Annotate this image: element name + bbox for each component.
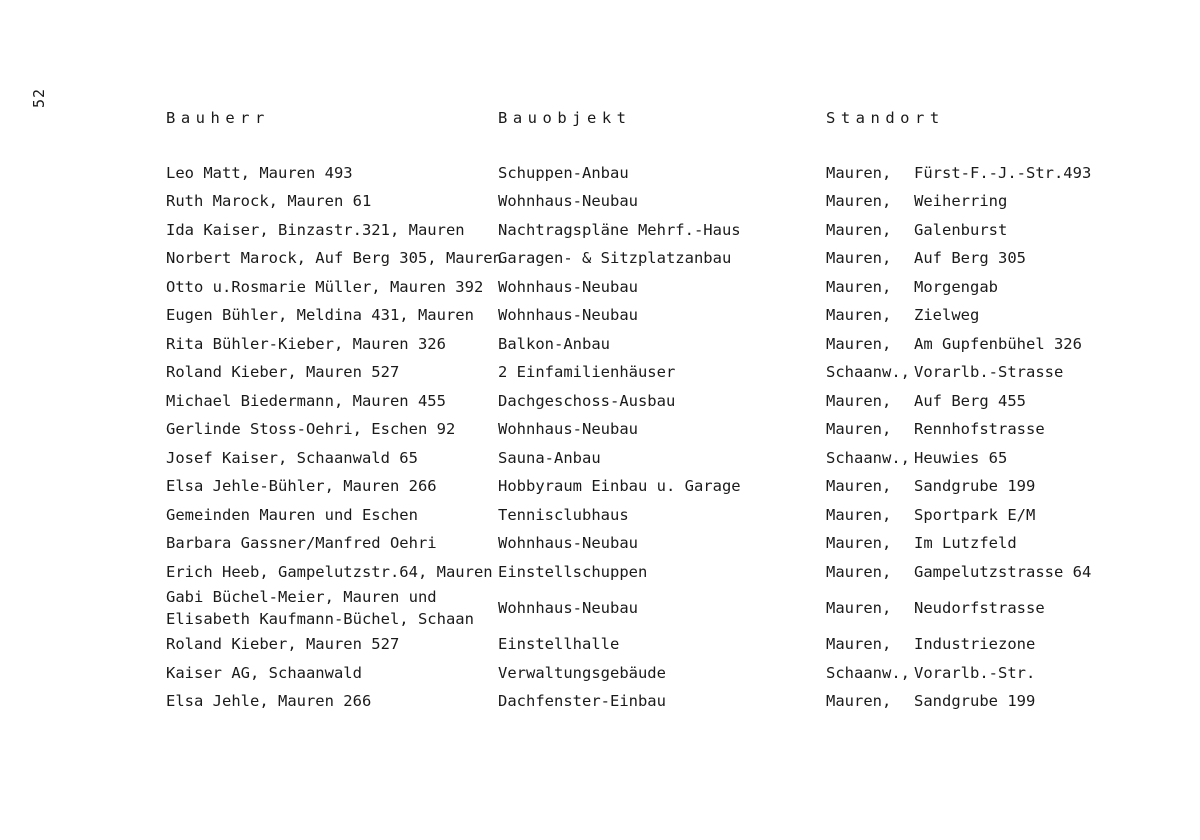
- cell-standort-street: Sandgrube 199: [914, 692, 1036, 710]
- cell-bauobjekt: Dachgeschoss-Ausbau: [498, 391, 676, 410]
- cell-bauherr: Roland Kieber, Mauren 527: [166, 635, 400, 653]
- cell-standort-town: Schaanw.,: [826, 663, 910, 682]
- table-header-row: [166, 104, 1126, 133]
- page-number: 52: [30, 87, 48, 108]
- cell-standort-street: Gampelutzstrasse 64: [914, 562, 1092, 581]
- building-permits-table: [166, 104, 1126, 716]
- cell-standort-town: Mauren,: [826, 220, 892, 239]
- table-row: [166, 216, 1126, 245]
- table-row: [166, 415, 1126, 444]
- cell-standort-street: Galenburst: [914, 220, 1008, 239]
- cell-standort-street: Zielweg: [914, 306, 980, 324]
- cell-standort: [826, 687, 1126, 716]
- cell-standort: [826, 273, 1126, 302]
- cell-bauherr-stack: [166, 586, 498, 630]
- cell-bauherr: Ida Kaiser, Binzastr.321, Mauren: [166, 220, 465, 239]
- cell-standort-street: Heuwies 65: [914, 448, 1008, 467]
- cell-standort-town: Mauren,: [826, 534, 892, 552]
- cell-bauobjekt: Schuppen-Anbau: [498, 163, 629, 182]
- cell-bauobjekt: Hobbyraum Einbau u. Garage: [498, 477, 741, 495]
- cell-standort-town: Mauren,: [826, 306, 892, 324]
- cell-bauherr: Elsa Jehle, Mauren 266: [166, 692, 372, 710]
- cell-standort: [826, 415, 1126, 444]
- cell-standort: [826, 444, 1126, 473]
- cell-standort-street: Sportpark E/M: [914, 505, 1036, 524]
- cell-standort-town: Mauren,: [826, 562, 892, 581]
- cell-bauobjekt: Wohnhaus-Neubau: [498, 534, 638, 552]
- cell-standort-town: Mauren,: [826, 334, 892, 353]
- cell-bauobjekt: Garagen- & Sitzplatzanbau: [498, 249, 732, 267]
- table-row: [166, 659, 1126, 688]
- cell-standort-town: Mauren,: [826, 477, 892, 495]
- cell-standort: [826, 244, 1126, 273]
- cell-standort-town: Mauren,: [826, 635, 892, 653]
- cell-bauobjekt: Nachtragspläne Mehrf.-Haus: [498, 220, 741, 239]
- cell-bauherr: Otto u.Rosmarie Müller, Mauren 392: [166, 277, 484, 296]
- cell-standort: [826, 594, 1126, 623]
- cell-standort: [826, 216, 1126, 245]
- cell-bauherr: Rita Bühler-Kieber, Mauren 326: [166, 334, 446, 353]
- cell-standort: [826, 159, 1126, 188]
- cell-bauherr-line2: Elisabeth Kaufmann-Büchel, Schaan: [166, 610, 474, 628]
- cell-standort-town: Mauren,: [826, 163, 892, 182]
- table-row: [166, 187, 1126, 216]
- cell-bauherr: Michael Biedermann, Mauren 455: [166, 391, 446, 410]
- table-row: [166, 529, 1126, 558]
- cell-standort-town: Schaanw.,: [826, 448, 910, 467]
- cell-bauobjekt: Einstellhalle: [498, 635, 620, 653]
- cell-bauherr: [166, 586, 498, 630]
- cell-standort-town: Mauren,: [826, 277, 892, 296]
- table-row: [166, 358, 1126, 387]
- cell-bauobjekt: Wohnhaus-Neubau: [498, 598, 638, 617]
- cell-bauherr: Norbert Marock, Auf Berg 305, Mauren: [166, 249, 502, 267]
- cell-standort: [826, 330, 1126, 359]
- cell-standort-street: Neudorfstrasse: [914, 598, 1045, 617]
- cell-standort-street: Auf Berg 305: [914, 249, 1026, 267]
- cell-bauherr: Kaiser AG, Schaanwald: [166, 663, 362, 682]
- cell-standort-street: Vorarlb.-Strasse: [914, 363, 1064, 381]
- cell-standort: [826, 659, 1126, 688]
- table-row: [166, 630, 1126, 659]
- cell-bauherr: Josef Kaiser, Schaanwald 65: [166, 448, 418, 467]
- cell-standort-street: Am Gupfenbühel 326: [914, 334, 1082, 353]
- cell-standort-town: Mauren,: [826, 391, 892, 410]
- cell-bauobjekt: Wohnhaus-Neubau: [498, 306, 638, 324]
- cell-standort-street: Auf Berg 455: [914, 391, 1026, 410]
- cell-bauherr: Gemeinden Mauren und Eschen: [166, 505, 418, 524]
- cell-standort-street: Rennhofstrasse: [914, 420, 1045, 438]
- cell-bauobjekt: Sauna-Anbau: [498, 448, 601, 467]
- cell-bauobjekt: Wohnhaus-Neubau: [498, 420, 638, 438]
- cell-bauherr-line1: Gabi Büchel-Meier, Mauren und: [166, 588, 437, 606]
- cell-standort: [826, 301, 1126, 330]
- table-row: [166, 159, 1126, 188]
- table-body: [166, 159, 1126, 716]
- table-row: [166, 387, 1126, 416]
- cell-standort-town: Mauren,: [826, 505, 892, 524]
- table-row: [166, 472, 1126, 501]
- cell-standort-street: Industriezone: [914, 635, 1036, 653]
- table-row: [166, 330, 1126, 359]
- cell-standort-town: Mauren,: [826, 192, 892, 210]
- cell-standort-street: Vorarlb.-Str.: [914, 663, 1036, 682]
- cell-standort-town: Mauren,: [826, 692, 892, 710]
- column-header-bauherr: Bauherr: [166, 109, 270, 127]
- cell-standort-street: Sandgrube 199: [914, 477, 1036, 495]
- table-row: [166, 501, 1126, 530]
- table-row: [166, 273, 1126, 302]
- cell-standort-town: Mauren,: [826, 249, 892, 267]
- cell-bauobjekt: Balkon-Anbau: [498, 334, 610, 353]
- cell-bauobjekt: Verwaltungsgebäude: [498, 663, 666, 682]
- cell-standort-town: Mauren,: [826, 420, 892, 438]
- cell-bauherr: Erich Heeb, Gampelutzstr.64, Mauren: [166, 562, 493, 581]
- cell-bauobjekt: Einstellschuppen: [498, 562, 648, 581]
- table-row: [166, 558, 1126, 587]
- cell-standort-street: Im Lutzfeld: [914, 534, 1017, 552]
- cell-bauobjekt: Wohnhaus-Neubau: [498, 277, 638, 296]
- table-row: [166, 586, 1126, 630]
- cell-standort-town: Schaanw.,: [826, 363, 910, 381]
- cell-standort: [826, 529, 1126, 558]
- cell-standort: [826, 358, 1126, 387]
- cell-bauherr: Roland Kieber, Mauren 527: [166, 363, 400, 381]
- cell-standort-town: Mauren,: [826, 598, 892, 617]
- cell-standort: [826, 501, 1126, 530]
- cell-standort: [826, 472, 1126, 501]
- cell-bauherr: Eugen Bühler, Meldina 431, Mauren: [166, 306, 474, 324]
- cell-bauherr: Leo Matt, Mauren 493: [166, 163, 353, 182]
- cell-bauobjekt: 2 Einfamilienhäuser: [498, 363, 676, 381]
- table-row: [166, 444, 1126, 473]
- column-header-bauobjekt: Bauobjekt: [498, 109, 632, 127]
- cell-standort: [826, 387, 1126, 416]
- cell-standort-street: Weiherring: [914, 192, 1008, 210]
- cell-bauobjekt: Tennisclubhaus: [498, 505, 629, 524]
- cell-bauherr: Elsa Jehle-Bühler, Mauren 266: [166, 477, 437, 495]
- cell-bauobjekt: Wohnhaus-Neubau: [498, 192, 638, 210]
- cell-bauherr: Barbara Gassner/Manfred Oehri: [166, 534, 437, 552]
- cell-standort: [826, 630, 1126, 659]
- column-header-standort: Standort: [826, 109, 945, 127]
- cell-bauherr: Ruth Marock, Mauren 61: [166, 192, 372, 210]
- cell-standort: [826, 558, 1126, 587]
- cell-standort: [826, 187, 1126, 216]
- cell-standort-street: Fürst-F.-J.-Str.493: [914, 163, 1092, 182]
- table-row: [166, 687, 1126, 716]
- cell-bauobjekt: Dachfenster-Einbau: [498, 692, 666, 710]
- cell-standort-street: Morgengab: [914, 277, 998, 296]
- cell-bauherr: Gerlinde Stoss-Oehri, Eschen 92: [166, 420, 456, 438]
- table-row: [166, 301, 1126, 330]
- table-row: [166, 244, 1126, 273]
